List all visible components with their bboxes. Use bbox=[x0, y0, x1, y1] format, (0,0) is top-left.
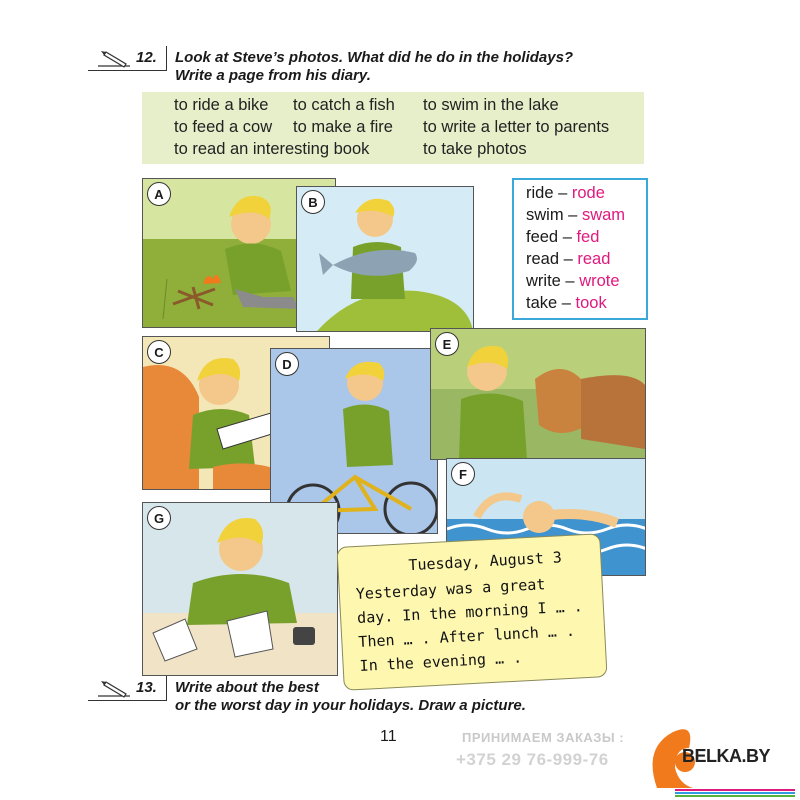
cow-illustration bbox=[431, 329, 645, 459]
phrase-box bbox=[142, 92, 644, 164]
photo-b bbox=[296, 186, 474, 332]
exercise-12-number: 12. bbox=[136, 49, 157, 66]
photo-e-label: E bbox=[435, 332, 459, 356]
diary-line: Yesterday was a great bbox=[355, 575, 546, 604]
phrase: to take photos bbox=[423, 140, 527, 158]
photo-f-label: F bbox=[451, 462, 475, 486]
exercise-12-instructions bbox=[175, 49, 573, 85]
exercise-13-line1: Write about the best bbox=[175, 679, 319, 696]
exercise-12-line2: Write a page from his diary. bbox=[175, 67, 371, 84]
pencil-icon bbox=[94, 46, 134, 70]
phrase: to feed a cow bbox=[174, 118, 273, 136]
photo-g bbox=[142, 502, 338, 676]
photo-e bbox=[430, 328, 646, 460]
photo-a-label: A bbox=[147, 182, 171, 206]
irregular-verbs-box bbox=[512, 178, 648, 320]
phrase: to catch a fish bbox=[293, 96, 395, 114]
phrase: to make a fire bbox=[293, 118, 393, 136]
verb-row-read: read – read bbox=[526, 250, 611, 268]
photo-b-label: B bbox=[301, 190, 325, 214]
writing-letter-illustration bbox=[143, 503, 337, 675]
page-number: 11 bbox=[380, 728, 397, 745]
pencil-icon bbox=[94, 676, 134, 700]
exercise-13-instructions bbox=[175, 679, 526, 715]
diary-date: Tuesday, August 3 bbox=[407, 548, 563, 575]
logo-text: BELKA.BY bbox=[682, 746, 771, 766]
diary-line: In the evening … . bbox=[359, 648, 523, 675]
phrase: to write a letter to parents bbox=[423, 118, 610, 136]
photo-g-label: G bbox=[147, 506, 171, 530]
exercise-13-line2: or the worst day in your holidays. Draw a picture. bbox=[175, 697, 526, 714]
verb-row-write: write – wrote bbox=[526, 272, 620, 290]
exercise-12-line1: Look at Steve’s photos. What did he do in the holidays? bbox=[175, 49, 574, 66]
photo-c-label: C bbox=[147, 340, 171, 364]
fish-illustration bbox=[297, 187, 473, 331]
verb-row-take: take – took bbox=[526, 294, 607, 312]
diary-line: day. In the morning I … . bbox=[356, 597, 584, 628]
exercise-13-header bbox=[88, 676, 526, 716]
verb-row-swim: swim – swam bbox=[526, 206, 626, 224]
watermark-text: ПРИНИМАЕМ ЗАКАЗЫ : bbox=[462, 730, 625, 745]
phrase: to ride a bike bbox=[174, 96, 269, 114]
exercise-12-badge bbox=[88, 46, 167, 71]
photo-d-label: D bbox=[275, 352, 299, 376]
exercise-13-badge bbox=[88, 676, 167, 701]
phrase: to read an interesting book bbox=[174, 140, 370, 158]
phrase: to swim in the lake bbox=[423, 96, 559, 114]
diary-note bbox=[336, 533, 607, 691]
diary-line: Then … . After lunch … . bbox=[357, 621, 576, 651]
watermark-phone: +375 29 76-999-76 bbox=[456, 750, 609, 769]
verb-row-feed: feed – fed bbox=[526, 228, 600, 246]
exercise-12-header bbox=[88, 46, 573, 86]
verb-row-ride: ride – rode bbox=[526, 184, 605, 202]
exercise-13-number: 13. bbox=[136, 679, 157, 696]
